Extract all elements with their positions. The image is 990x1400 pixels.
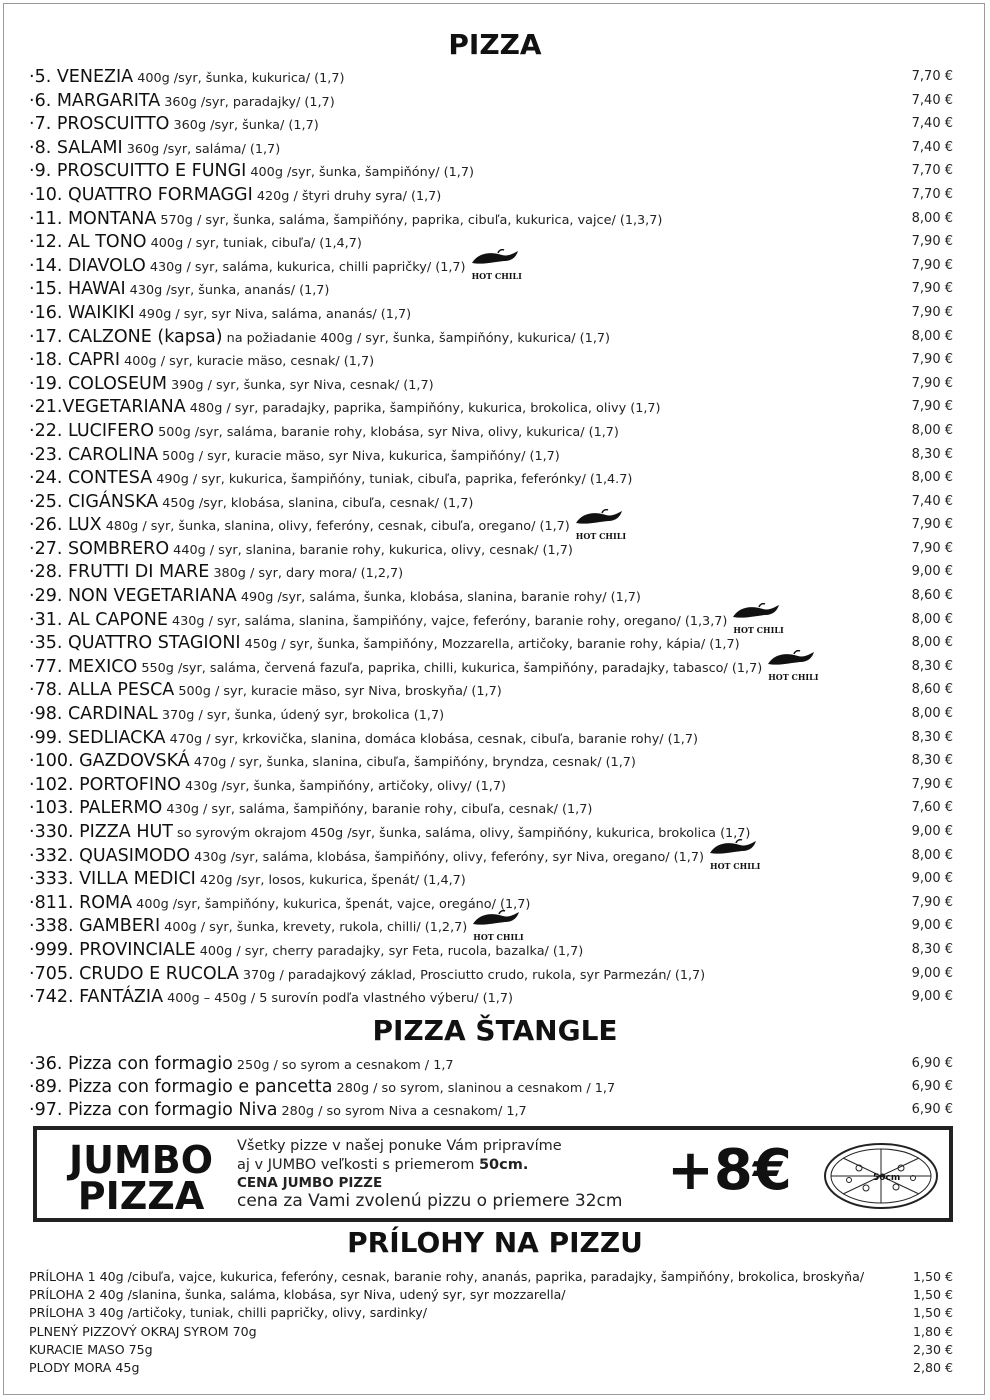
hot-chili-icon xyxy=(706,845,761,872)
priloha-price: 1,50 € xyxy=(912,1269,953,1284)
pizza-row xyxy=(29,348,957,372)
pizza-item xyxy=(29,891,530,916)
pizza-price: 7,90 € xyxy=(911,234,953,250)
jumbo-line2 xyxy=(237,1157,528,1173)
pizza-item xyxy=(29,372,434,397)
pizza-row xyxy=(29,844,957,872)
pizza-price: 8,00 € xyxy=(911,328,953,344)
pizza-row xyxy=(29,325,957,349)
pizza-name: ·332. QUASIMODO xyxy=(29,845,191,866)
pizza-name: ·6. MARGARITA xyxy=(29,90,161,111)
pizza-item xyxy=(29,254,522,282)
pizza-row xyxy=(29,962,957,986)
stangle-item xyxy=(29,1075,615,1100)
pizza-name: ·17. CALZONE (kapsa) xyxy=(29,326,223,347)
hot-chili-icon xyxy=(469,916,524,942)
pizza-description: 470g / syr, šunka, slanina, cibuľa, šampiňóny, bryndza, cesnak/ (1,7) xyxy=(189,755,636,771)
pizza-price: 7,70 € xyxy=(911,186,953,202)
pizza-price: 8,60 € xyxy=(911,588,953,604)
pizza-row xyxy=(29,513,957,541)
pizza-row xyxy=(29,560,957,584)
pizza-description: 400g – 450g / 5 surovín podľa vlastného výberu/ (1,7) xyxy=(163,991,513,1007)
pizza-item xyxy=(29,726,698,751)
pizza-description: 390g / syr, šunka, syr Niva, cesnak/ (1,7) xyxy=(166,377,434,393)
pizza-description: 430g /syr, šunka, šampiňóny, artičoky, olivy/ (1,7) xyxy=(180,778,506,794)
pizza-name: ·21.VEGETARIANA xyxy=(29,397,186,418)
pizza-price: 8,30 € xyxy=(911,729,953,745)
pizza-item xyxy=(29,513,627,541)
hot-chili-label: HOT CHILI xyxy=(710,861,761,872)
pizza-name: ·102. PORTOFINO xyxy=(29,774,181,795)
priloha-price: 1,80 € xyxy=(912,1323,953,1339)
pizza-description: 550g /syr, saláma, červená fazuľa, paprika, chilli, kukurica, šampiňóny, paradajky, tabasco/ (1,7) xyxy=(137,660,763,676)
pizza-name: ·24. CONTESA xyxy=(29,468,153,489)
pizza-item xyxy=(29,938,583,963)
pizza-row xyxy=(29,726,957,750)
stangle-section-title: PIZZA ŠTANGLE xyxy=(372,1014,618,1047)
pizza-description: 430g /syr, šunka, ananás/ (1,7) xyxy=(125,283,330,299)
pizza-item xyxy=(29,277,329,302)
pizza-item xyxy=(29,773,506,798)
stangle-price: 6,90 € xyxy=(911,1102,953,1117)
prilohy-list xyxy=(29,1268,957,1377)
pizza-name: ·7. PROSCUITTO xyxy=(29,114,170,135)
pizza-row xyxy=(29,490,957,514)
jumbo-line1: Všetky pizze v našej ponuke Vám pripravíme xyxy=(237,1138,562,1154)
pizza-item xyxy=(29,419,619,444)
pizza-price: 9,00 € xyxy=(911,871,953,887)
pizza-description: 370g / syr, šunka, údený syr, brokolica (1,7) xyxy=(157,708,445,724)
pizza-price: 9,00 € xyxy=(911,989,953,1005)
pizza-description: 490g / syr, kukurica, šampiňóny, tuniak, cibuľa, paprika, feferónky/ (1,4.7) xyxy=(152,472,633,488)
pizza-row xyxy=(29,655,957,683)
pizza-item xyxy=(29,867,466,892)
pizza-item xyxy=(29,183,441,208)
pizza-name: ·28. FRUTTI DI MARE xyxy=(29,562,210,583)
pizza-price: 8,60 € xyxy=(911,682,953,698)
pizza-description: 430g / syr, saláma, kukurica, chilli papričky/ (1,7) xyxy=(145,259,466,275)
priloha-price: 1,50 € xyxy=(912,1305,953,1321)
pizza-item xyxy=(29,490,473,515)
pizza-item xyxy=(29,749,636,774)
pizza-name: ·11. MONTANA xyxy=(29,208,157,229)
pizza-item xyxy=(29,796,592,821)
pizza-price: 7,70 € xyxy=(911,163,953,179)
pizza-price: 9,00 € xyxy=(911,824,953,839)
stangle-name: ·36. Pizza con formagio xyxy=(29,1054,233,1074)
pizza-description: 400g /syr, šampiňóny, kukurica, špenát, vajce, oregáno/ (1,7) xyxy=(132,896,531,912)
pizza-name: ·77. MEXICO xyxy=(29,656,138,677)
pizza-item xyxy=(29,325,610,350)
hot-chili-icon xyxy=(468,255,522,282)
pizza-item xyxy=(29,985,513,1010)
pizza-description: 400g / syr, cherry paradajky, syr Feta, rucola, bazalka/ (1,7) xyxy=(195,943,584,959)
stangle-description: 280g / so syrom, slaninou a cesnakom / 1,7 xyxy=(332,1081,616,1096)
pizza-row xyxy=(29,159,957,183)
pizza-row xyxy=(29,938,957,962)
pizza-price: 7,40 € xyxy=(911,139,953,155)
pizza-name: ·29. NON VEGETARIANA xyxy=(29,586,237,607)
pizza-item xyxy=(29,443,560,468)
pizza-description: 480g / syr, paradajky, paprika, šampiňóny, kukurica, brokolica, olivy (1,7) xyxy=(185,401,661,417)
priloha-price: 2,80 € xyxy=(912,1359,953,1375)
pizza-description: 420g / štyri druhy syra/ (1,7) xyxy=(252,188,442,204)
pizza-price: 7,90 € xyxy=(911,375,953,391)
pizza-name: ·705. CRUDO E RUCOLA xyxy=(29,963,239,984)
hot-chili-label: HOT CHILI xyxy=(733,625,784,636)
pizza-name: ·811. ROMA xyxy=(29,892,133,913)
pizza-description: 430g /syr, saláma, klobása, šampiňóny, olivy, feferóny, syr Niva, oregano/ (1,7) xyxy=(190,849,705,865)
pizza-description: 490g /syr, saláma, šunka, klobása, slanina, baranie rohy/ (1,7) xyxy=(236,590,641,606)
jumbo-line4: cena za Vami zvolenú pizzu o priemere 32cm xyxy=(237,1191,623,1211)
pizza-row xyxy=(29,372,957,396)
pizza-name: ·16. WAIKIKI xyxy=(29,302,135,323)
pizza-row xyxy=(29,537,957,561)
pizza-name: ·35. QUATTRO STAGIONI xyxy=(29,633,241,654)
pizza-row xyxy=(29,773,957,797)
hot-chili-label: HOT CHILI xyxy=(768,672,819,683)
stangle-row xyxy=(29,1052,957,1075)
priloha-row xyxy=(29,1286,957,1304)
jumbo-pizza-box xyxy=(33,1126,953,1222)
priloha-text: PRÍLOHA 3 40g /artičoky, tuniak, chilli papričky, olivy, sardinky/ xyxy=(29,1305,427,1321)
priloha-text: PRÍLOHA 2 40g /slanina, šunka, saláma, klobása, syr Niva, udený syr, syr mozzarella/ xyxy=(29,1287,566,1303)
pizza-size-label: 50cm xyxy=(873,1173,901,1183)
pizza-name: ·333. VILLA MEDICI xyxy=(29,869,196,890)
pizza-row xyxy=(29,867,957,891)
pizza-item xyxy=(29,844,761,872)
pizza-item xyxy=(29,584,641,609)
pizza-item xyxy=(29,136,280,161)
pizza-name: ·5. VENEZIA xyxy=(29,67,134,87)
pizza-name: ·103. PALERMO xyxy=(29,798,163,819)
pizza-item xyxy=(29,962,705,987)
priloha-text: PRÍLOHA 1 40g /cibuľa, vajce, kukurica, feferóny, cesnak, baranie rohy, ananás, paprika, paradajky, šampiňóny, brokolica, broskyňa/ xyxy=(29,1269,865,1284)
stangle-menu-list xyxy=(29,1052,957,1121)
pizza-price: 7,90 € xyxy=(911,352,953,368)
pizza-item xyxy=(29,207,662,232)
pizza-row xyxy=(29,678,957,702)
pizza-description: 360g /syr, paradajky/ (1,7) xyxy=(160,94,335,110)
pizza-name: ·14. DIAVOLO xyxy=(29,255,146,276)
pizza-price: 9,00 € xyxy=(911,918,953,934)
pizza-row xyxy=(29,395,957,419)
pizza-row xyxy=(29,136,957,160)
pizza-description: 450g / syr, šunka, šampiňóny, Mozzarella, artičoky, baranie rohy, kápia/ (1,7) xyxy=(240,637,740,653)
pizza-item xyxy=(29,159,474,184)
jumbo-price-label: CENA JUMBO PIZZE xyxy=(237,1175,383,1191)
pizza-description: 480g / syr, šunka, slanina, olivy, feferóny, cesnak, cibuľa, oregano/ (1,7) xyxy=(101,519,570,535)
jumbo-diameter: 50cm. xyxy=(478,1157,529,1173)
priloha-text: PLODY MORA 45g xyxy=(29,1359,140,1375)
priloha-row xyxy=(29,1268,957,1286)
pizza-row xyxy=(29,89,957,113)
pizza-price: 7,40 € xyxy=(911,493,953,509)
pizza-item xyxy=(29,820,750,845)
pizza-name: ·12. AL TONO xyxy=(29,232,147,253)
pizza-item xyxy=(29,655,819,683)
pizza-section-title: PIZZA xyxy=(448,28,542,61)
pizza-price: 9,00 € xyxy=(911,564,953,580)
pizza-price: 8,30 € xyxy=(911,941,953,957)
pizza-price: 8,00 € xyxy=(911,847,953,863)
pizza-name: ·330. PIZZA HUT xyxy=(29,822,173,842)
pizza-price: 7,90 € xyxy=(911,894,953,910)
pizza-item xyxy=(29,702,444,727)
pizza-description: 400g / syr, tuniak, cibuľa/ (1,4,7) xyxy=(146,236,362,252)
pizza-name: ·78. ALLA PESCA xyxy=(29,680,175,701)
pizza-price: 7,60 € xyxy=(911,800,953,816)
priloha-text: PLNENÝ PIZZOVÝ OKRAJ SYROM 70g xyxy=(29,1323,257,1339)
pizza-name: ·15. HAWAI xyxy=(29,279,126,300)
hot-chili-icon xyxy=(764,656,819,683)
pizza-row xyxy=(29,419,957,443)
pizza-name: ·27. SOMBRERO xyxy=(29,538,170,559)
pizza-name: ·31. AL CAPONE xyxy=(29,609,168,630)
hot-chili-icon xyxy=(572,515,627,541)
pizza-item xyxy=(29,65,344,90)
pizza-description: 360g /syr, saláma/ (1,7) xyxy=(122,141,281,157)
pizza-price: 8,00 € xyxy=(911,422,953,438)
pizza-price: 7,90 € xyxy=(911,257,953,273)
pizza-price: 8,00 € xyxy=(911,611,953,627)
pizza-description: 420g /syr, losos, kukurica, špenát/ (1,4,7) xyxy=(195,873,466,889)
pizza-row xyxy=(29,820,957,844)
pizza-description: 500g / syr, kuracie mäso, syr Niva, kukurica, šampiňóny/ (1,7) xyxy=(158,448,560,464)
pizza-row xyxy=(29,301,957,325)
pizza-name: ·26. LUX xyxy=(29,515,102,536)
priloha-row xyxy=(29,1304,957,1322)
pizza-name: ·19. COLOSEUM xyxy=(29,373,167,394)
jumbo-line2-text: aj v JUMBO veľkosti s priemerom xyxy=(237,1157,479,1173)
pizza-item xyxy=(29,537,573,562)
pizza-price: 8,00 € xyxy=(911,210,953,226)
pizza-price: 8,30 € xyxy=(911,446,953,462)
pizza-price: 8,00 € xyxy=(911,470,953,486)
pizza-price: 7,90 € xyxy=(911,517,953,533)
pizza-price: 7,40 € xyxy=(911,92,953,108)
pizza-name: ·18. CAPRI xyxy=(29,350,121,371)
priloha-price: 1,50 € xyxy=(912,1287,953,1303)
pizza-description: 400g / syr, kuracie mäso, cesnak/ (1,7) xyxy=(120,354,375,370)
pizza-row xyxy=(29,608,957,636)
pizza-description: 430g / syr, saláma, slanina, šampiňóny, vajce, feferóny, baranie rohy, oregano/ (1,3,7) xyxy=(167,613,728,629)
hot-chili-icon xyxy=(729,609,784,636)
pizza-description: 450g /syr, klobása, slanina, cibuľa, cesnak/ (1,7) xyxy=(158,495,474,511)
pizza-description: 430g / syr, saláma, šampiňóny, baranie rohy, cibuľa, cesnak/ (1,7) xyxy=(162,802,593,818)
pizza-menu-list xyxy=(29,65,957,1009)
hot-chili-label: HOT CHILI xyxy=(575,530,627,541)
pizza-item xyxy=(29,914,524,942)
stangle-name: ·89. Pizza con formagio e pancetta xyxy=(29,1077,333,1097)
pizza-price: 8,30 € xyxy=(911,753,953,769)
pizza-description: 370g / paradajkový základ, Prosciutto crudo, rukola, syr Parmezán/ (1,7) xyxy=(238,967,706,983)
pizza-row xyxy=(29,254,957,282)
pizza-row xyxy=(29,65,957,89)
priloha-row xyxy=(29,1323,957,1341)
stangle-row xyxy=(29,1075,957,1098)
pizza-item xyxy=(29,631,740,656)
pizza-row xyxy=(29,914,957,942)
pizza-row xyxy=(29,466,957,490)
prilohy-section-title: PRÍLOHY NA PIZZU xyxy=(347,1226,643,1259)
pizza-row xyxy=(29,702,957,726)
pizza-row xyxy=(29,749,957,773)
pizza-description: 470g / syr, krkovička, slanina, domáca klobása, cesnak, cibuľa, baranie rohy/ (1,7) xyxy=(165,731,699,747)
pizza-row xyxy=(29,584,957,608)
pizza-item xyxy=(29,466,632,491)
pizza-description: 500g / syr, kuracie mäso, syr Niva, broskyňa/ (1,7) xyxy=(174,684,502,700)
pizza-name: ·25. CIGÁNSKA xyxy=(29,491,159,512)
stangle-row xyxy=(29,1098,957,1121)
pizza-name: ·9. PROSCUITTO E FUNGI xyxy=(29,161,247,182)
pizza-row xyxy=(29,277,957,301)
pizza-description: 490g / syr, syr Niva, saláma, ananás/ (1,7) xyxy=(134,306,412,322)
pizza-price: 8,00 € xyxy=(911,635,953,651)
stangle-item xyxy=(29,1098,527,1123)
stangle-price: 6,90 € xyxy=(911,1079,953,1094)
hot-chili-label: HOT CHILI xyxy=(473,931,524,942)
pizza-row xyxy=(29,207,957,231)
pizza-price: 7,90 € xyxy=(911,540,953,556)
pizza-description: 400g /syr, šunka, kukurica/ (1,7) xyxy=(133,71,345,86)
pizza-price: 7,90 € xyxy=(911,399,953,415)
pizza-name: ·999. PROVINCIALE xyxy=(29,939,196,960)
pizza-item xyxy=(29,348,374,373)
pizza-row xyxy=(29,443,957,467)
pizza-price: 7,40 € xyxy=(911,116,953,132)
priloha-text: KURACIE MASO 75g xyxy=(29,1341,153,1357)
priloha-row xyxy=(29,1359,957,1377)
pizza-description: 400g /syr, šunka, šampiňóny/ (1,7) xyxy=(246,165,475,181)
jumbo-title xyxy=(61,1138,221,1218)
pizza-description: 380g / syr, dary mora/ (1,2,7) xyxy=(209,566,404,582)
pizza-price: 7,90 € xyxy=(911,304,953,320)
jumbo-surcharge: +8€ xyxy=(667,1138,792,1203)
pizza-item xyxy=(29,678,502,703)
pizza-item xyxy=(29,395,661,420)
pizza-icon xyxy=(821,1138,941,1216)
jumbo-title-line2: PIZZA xyxy=(77,1174,205,1218)
pizza-price: 9,00 € xyxy=(911,965,953,981)
jumbo-title-line1: JUMBO xyxy=(68,1138,214,1182)
stangle-price: 6,90 € xyxy=(911,1056,953,1071)
pizza-row xyxy=(29,112,957,136)
pizza-price: 7,90 € xyxy=(911,281,953,297)
stangle-name: ·97. Pizza con formagio Niva xyxy=(29,1100,278,1120)
pizza-description: 360g /syr, šunka/ (1,7) xyxy=(169,118,319,134)
pizza-price: 8,30 € xyxy=(911,658,953,674)
pizza-description: 400g / syr, šunka, krevety, rukola, chilli/ (1,2,7) xyxy=(160,920,468,936)
pizza-name: ·98. CARDINAL xyxy=(29,704,158,725)
pizza-item xyxy=(29,112,319,137)
pizza-name: ·742. FANTÁZIA xyxy=(29,987,164,1008)
pizza-description: 570g / syr, šunka, saláma, šampiňóny, paprika, cibuľa, kukurica, vajce/ (1,3,7) xyxy=(156,212,663,228)
pizza-description: na požiadanie 400g / syr, šunka, šampiňóny, kukurica/ (1,7) xyxy=(222,330,611,346)
hot-chili-label: HOT CHILI xyxy=(471,271,522,282)
pizza-name: ·22. LUCIFERO xyxy=(29,420,155,441)
pizza-name: ·100. GAZDOVSKÁ xyxy=(29,751,190,772)
pizza-description: so syrovým okrajom 450g /syr, šunka, saláma, olivy, šampiňóny, kukurica, brokolica (1,7) xyxy=(172,826,751,841)
stangle-description: 280g / so syrom Niva a cesnakom/ 1,7 xyxy=(277,1104,527,1119)
pizza-row xyxy=(29,631,957,655)
pizza-price: 7,70 € xyxy=(911,69,953,84)
pizza-description: 500g /syr, saláma, baranie rohy, klobása, syr Niva, olivy, kukurica/ (1,7) xyxy=(154,424,619,440)
pizza-item xyxy=(29,560,403,585)
pizza-item xyxy=(29,301,411,326)
priloha-row xyxy=(29,1341,957,1359)
pizza-description: 440g / syr, slanina, baranie rohy, kukurica, olivy, cesnak/ (1,7) xyxy=(169,542,573,558)
pizza-row xyxy=(29,985,957,1009)
pizza-price: 7,90 € xyxy=(911,776,953,792)
pizza-name: ·10. QUATTRO FORMAGGI xyxy=(29,184,253,205)
stangle-item xyxy=(29,1052,454,1077)
pizza-price: 8,00 € xyxy=(911,706,953,722)
pizza-row xyxy=(29,796,957,820)
pizza-row xyxy=(29,183,957,207)
pizza-item xyxy=(29,230,362,255)
pizza-name: ·338. GAMBERI xyxy=(29,916,161,937)
pizza-item xyxy=(29,89,335,114)
pizza-item xyxy=(29,608,784,636)
pizza-name: ·8. SALAMI xyxy=(29,137,123,158)
pizza-name: ·99. SEDLIACKA xyxy=(29,727,166,748)
pizza-name: ·23. CAROLINA xyxy=(29,444,159,465)
priloha-price: 2,30 € xyxy=(912,1341,953,1357)
stangle-description: 250g / so syrom a cesnakom / 1,7 xyxy=(232,1058,454,1073)
